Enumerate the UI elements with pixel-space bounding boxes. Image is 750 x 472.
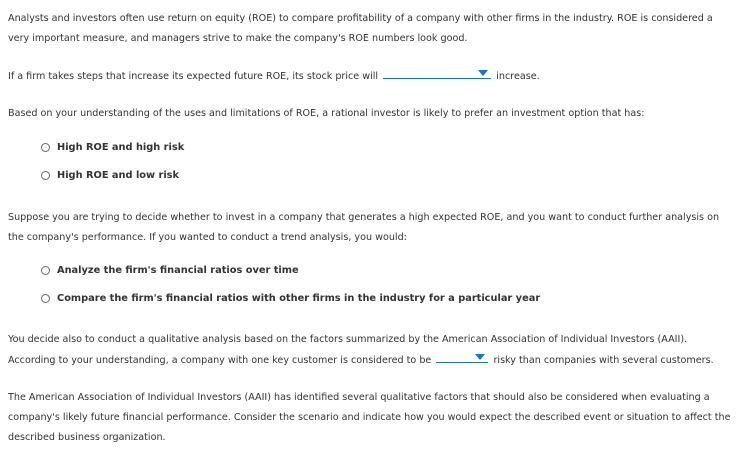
q4-text-after: risky than companies with several customers.	[493, 355, 714, 366]
stock-price-dropdown[interactable]	[383, 66, 491, 79]
intro-line-1: Analysts and investors often use return on equity (ROE) to compare profitability of a company with other firms in the industry. ROE is considered a	[8, 13, 713, 24]
q1-text-after: increase.	[496, 71, 540, 82]
option-label: Analyze the firm's financial ratios over time	[57, 264, 299, 276]
chevron-down-icon	[478, 70, 488, 76]
q2-prompt: Based on your understanding of the uses and limitations of ROE, a rational investor is likely to prefer an investment option that has:	[8, 108, 645, 119]
outro-line-3: described business organization.	[8, 432, 166, 443]
customer-risk-dropdown[interactable]	[436, 350, 488, 363]
q4-statement	[8, 330, 736, 371]
option-compare-with-industry[interactable]	[41, 291, 540, 305]
radio-button[interactable]	[41, 294, 50, 303]
option-high-roe-low-risk[interactable]	[41, 168, 179, 182]
outro-line-1: The American Association of Individual Investors (AAII) has identified several qualitative factors that should also be considered when evaluating a	[8, 392, 710, 403]
option-high-roe-high-risk[interactable]	[41, 140, 184, 154]
q3-line-2: the company's performance. If you wanted to conduct a trend analysis, you would:	[8, 232, 407, 243]
chevron-down-icon	[475, 354, 485, 360]
q1-text-before: If a firm takes steps that increase its expected future ROE, its stock price will	[8, 71, 379, 82]
option-analyze-over-time[interactable]	[41, 263, 299, 277]
outro-paragraph	[8, 388, 736, 448]
radio-button[interactable]	[41, 143, 50, 152]
q3-line-1: Suppose you are trying to decide whether to invest in a company that generates a high expected ROE, and you want to conduct further analysis on	[8, 212, 720, 223]
radio-button[interactable]	[41, 266, 50, 275]
q4-line-1: You decide also to conduct a qualitative analysis based on the factors summarized by the American Association of Individual Investors (AAII).	[8, 334, 688, 345]
q1-statement	[8, 66, 736, 87]
option-label: High ROE and low risk	[57, 169, 180, 181]
option-label: High ROE and high risk	[57, 141, 185, 153]
intro-paragraph	[8, 9, 736, 49]
outro-line-2: company's likely future financial performance. Consider the scenario and indicate how you would expect the described event or situation to affect the	[8, 412, 731, 423]
intro-line-2: very important measure, and managers strive to make the company's ROE numbers look good.	[8, 33, 468, 44]
radio-button[interactable]	[41, 171, 50, 180]
q3-prompt	[8, 208, 736, 248]
option-label: Compare the firm's financial ratios with other firms in the industry for a particular year	[57, 292, 541, 304]
q4-text-before: According to your understanding, a company with one key customer is considered to be	[8, 355, 432, 366]
